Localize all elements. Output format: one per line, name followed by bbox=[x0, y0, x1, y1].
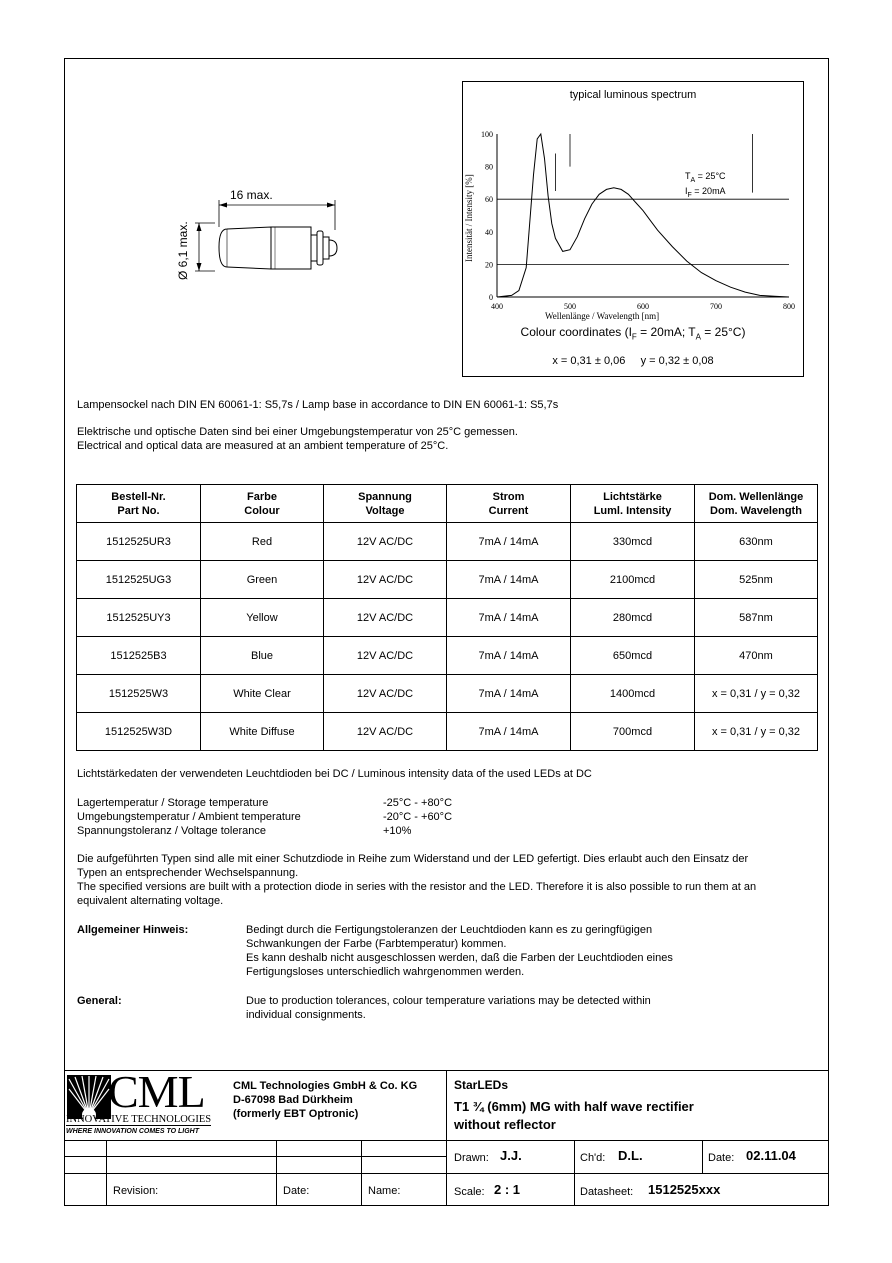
cell-part-no: 1512525UY3 bbox=[77, 599, 201, 637]
company-address: D-67098 Bad Dürkheim bbox=[233, 1094, 353, 1106]
drawn-label: Drawn: bbox=[454, 1152, 489, 1164]
title-block-vline bbox=[574, 1140, 575, 1206]
cell-voltage: 12V AC/DC bbox=[324, 675, 447, 713]
product-title: T1 ¾ (6mm) MG with half wave rectifier bbox=[454, 1099, 694, 1114]
table-header-row bbox=[77, 485, 818, 523]
product-table bbox=[76, 484, 818, 751]
cell-part-no: 1512525UR3 bbox=[77, 523, 201, 561]
company-former: (formerly EBT Optronic) bbox=[233, 1108, 359, 1120]
header-wavelength: Dom. Wellenlänge Dom. Wavelength bbox=[695, 485, 818, 523]
checked-value: D.L. bbox=[618, 1148, 643, 1163]
table-row bbox=[77, 561, 818, 599]
y-tick-label: 20 bbox=[485, 260, 493, 270]
cml-logo: CML bbox=[108, 1066, 205, 1117]
voltage-tolerance-label: Spannungstoleranz / Voltage tolerance bbox=[77, 825, 266, 837]
company-name: CML Technologies GmbH & Co. KG bbox=[233, 1080, 418, 1092]
cell-wavelength: x = 0,31 / y = 0,32 bbox=[695, 713, 818, 751]
ta-condition: $T_A = 25^\circ C$ bbox=[685, 171, 726, 184]
protection-en-line1: The specified versions are built with a protection diode in series with the resistor and the LED. Therefore it is also possible to run them at an bbox=[77, 881, 757, 893]
cell-colour: White Diffuse bbox=[201, 713, 324, 751]
product-subtitle: without reflector bbox=[454, 1117, 556, 1132]
table-row bbox=[77, 637, 818, 675]
protection-en-line2: equivalent alternating voltage. bbox=[77, 895, 224, 907]
general-de-line2: Schwankungen der Farbe (Farbtemperatur) kommen. bbox=[246, 938, 507, 950]
revision-grid-line bbox=[64, 1156, 446, 1157]
header-intensity: Lichtstärke Luml. Intensity bbox=[571, 485, 695, 523]
storage-temp-label: Lagertemperatur / Storage temperature bbox=[77, 797, 269, 809]
protection-de-line2: Typen an entsprechender Wechselspannung. bbox=[77, 867, 299, 879]
cell-part-no: 1512525W3D bbox=[77, 713, 201, 751]
measure-note-en: Electrical and optical data are measured at an ambient temperature of 25°C. bbox=[77, 440, 449, 452]
cell-wavelength: x = 0,31 / y = 0,32 bbox=[695, 675, 818, 713]
cell-voltage: 12V AC/DC bbox=[324, 561, 447, 599]
cell-voltage: 12V AC/DC bbox=[324, 713, 447, 751]
scale-label: Scale: bbox=[454, 1186, 485, 1198]
cell-colour: Red bbox=[201, 523, 324, 561]
cell-intensity: 1400mcd bbox=[571, 675, 695, 713]
x-tick-label: 800 bbox=[783, 302, 795, 311]
voltage-tolerance-value: +10% bbox=[383, 825, 412, 837]
protection-de-line1: Die aufgeführten Typen sind alle mit einer Schutzdiode in Reihe zum Widerstand und der LED gefertigt. Dies erlaubt auch den Einsatz der bbox=[77, 853, 749, 865]
cell-wavelength: 587nm bbox=[695, 599, 818, 637]
ambient-temp-value: -20°C - +60°C bbox=[383, 811, 453, 823]
cell-voltage: 12V AC/DC bbox=[324, 637, 447, 675]
checked-label: Ch'd: bbox=[580, 1152, 606, 1164]
cell-current: 7mA / 14mA bbox=[447, 599, 571, 637]
title-block-hline bbox=[446, 1173, 829, 1174]
revision-grid-line bbox=[361, 1140, 362, 1206]
y-tick-label: 100 bbox=[481, 130, 493, 139]
cell-current: 7mA / 14mA bbox=[447, 675, 571, 713]
x-tick-label: 400 bbox=[491, 302, 503, 311]
general-heading-de: Allgemeiner Hinweis: bbox=[77, 924, 189, 936]
cell-current: 7mA / 14mA bbox=[447, 523, 571, 561]
dimension-diameter: Ø 6,1 max. bbox=[176, 221, 190, 280]
y-tick-label: 40 bbox=[485, 227, 493, 237]
storage-temp-value: -25°C - +80°C bbox=[383, 797, 453, 809]
revision-grid-line bbox=[64, 1140, 446, 1141]
cell-wavelength: 630nm bbox=[695, 523, 818, 561]
cell-colour: Blue bbox=[201, 637, 324, 675]
cell-part-no: 1512525W3 bbox=[77, 675, 201, 713]
measure-note-de: Elektrische und optische Daten sind bei einer Umgebungstemperatur von 25°C gemessen. bbox=[77, 426, 518, 438]
x-tick-label: 700 bbox=[710, 302, 722, 311]
y-tick-label: 0 bbox=[489, 293, 493, 302]
datasheet-value: 1512525xxx bbox=[648, 1182, 721, 1197]
x-tick-label: 500 bbox=[564, 302, 576, 311]
cell-wavelength: 470nm bbox=[695, 637, 818, 675]
cell-voltage: 12V AC/DC bbox=[324, 523, 447, 561]
x-tick-label: 600 bbox=[637, 302, 649, 311]
colour-coordinates-heading: Colour coordinates ($I_F = 20mA$; $T_A = 25^\circ C$) bbox=[520, 325, 746, 342]
title-block-vline bbox=[702, 1140, 703, 1173]
cell-colour: Yellow bbox=[201, 599, 324, 637]
general-de-line3: Es kann deshalb nicht ausgeschlossen werden, daß die Farben der Leuchtdioden eines bbox=[246, 952, 673, 964]
general-heading-en: General: bbox=[77, 995, 122, 1007]
colour-coordinates-values: x = 0,31 ± 0,06 y = 0,32 ± 0,08 bbox=[552, 355, 714, 367]
ambient-temp-label: Umgebungstemperatur / Ambient temperature bbox=[77, 811, 301, 823]
spectrum-x-label: Wellenlänge / Wavelength [nm] bbox=[545, 311, 660, 321]
date-value: 02.11.04 bbox=[746, 1148, 796, 1163]
scale-value: 2 : 1 bbox=[494, 1182, 521, 1197]
sunburst-logo-icon bbox=[67, 1075, 111, 1119]
revision-grid-line bbox=[276, 1140, 277, 1206]
cell-wavelength: 525nm bbox=[695, 561, 818, 599]
cell-intensity: 280mcd bbox=[571, 599, 695, 637]
revision-date-label: Date: bbox=[283, 1185, 310, 1197]
header-colour: Farbe Colour bbox=[201, 485, 324, 523]
cell-current: 7mA / 14mA bbox=[447, 637, 571, 675]
table-row bbox=[77, 675, 818, 713]
cell-intensity: 700mcd bbox=[571, 713, 695, 751]
cell-intensity: 2100mcd bbox=[571, 561, 695, 599]
spectrum-title: typical luminous spectrum bbox=[569, 89, 697, 101]
cell-voltage: 12V AC/DC bbox=[324, 599, 447, 637]
title-block-divider bbox=[446, 1070, 447, 1206]
y-tick-label: 80 bbox=[485, 162, 493, 172]
revision-name-label: Name: bbox=[368, 1185, 401, 1197]
spectrum-y-label: Intensität / Intensity [%] bbox=[464, 174, 474, 262]
revision-grid-line bbox=[106, 1140, 107, 1206]
spectrum-line bbox=[497, 134, 789, 297]
date-label: Date: bbox=[708, 1152, 735, 1164]
revision-label: Revision: bbox=[113, 1185, 159, 1197]
logo-subtitle: INNOVATIVE TECHNOLOGIES bbox=[66, 1114, 212, 1125]
general-de-line1: Bedingt durch die Fertigungstoleranzen der Leuchtdioden kann es zu geringfügigen bbox=[246, 924, 653, 936]
drawn-value: J.J. bbox=[500, 1148, 522, 1163]
datasheet-label: Datasheet: bbox=[580, 1186, 634, 1198]
header-current: Strom Current bbox=[447, 485, 571, 523]
general-en-line2: individual consignments. bbox=[246, 1009, 366, 1021]
cell-part-no: 1512525B3 bbox=[77, 637, 201, 675]
cell-current: 7mA / 14mA bbox=[447, 713, 571, 751]
if-condition: $I_F = 20mA$ bbox=[685, 186, 726, 199]
cell-part-no: 1512525UG3 bbox=[77, 561, 201, 599]
cell-colour: White Clear bbox=[201, 675, 324, 713]
title-block-hline bbox=[446, 1140, 829, 1141]
table-row bbox=[77, 523, 818, 561]
general-de-line4: Fertigungsloses unterschiedlich wahrgenommen werden. bbox=[246, 966, 525, 978]
cell-intensity: 650mcd bbox=[571, 637, 695, 675]
table-row bbox=[77, 599, 818, 637]
y-tick-label: 60 bbox=[485, 195, 493, 205]
cell-current: 7mA / 14mA bbox=[447, 561, 571, 599]
intensity-note: Lichtstärkedaten der verwendeten Leuchtdioden bei DC / Luminous intensity data of the used LEDs at DC bbox=[77, 768, 592, 780]
general-en-line1: Due to production tolerances, colour temperature variations may be detected within bbox=[246, 995, 651, 1007]
dimension-length: 16 max. bbox=[230, 188, 273, 202]
header-voltage: Spannung Voltage bbox=[324, 485, 447, 523]
header-part-no: Bestell-Nr. Part No. bbox=[77, 485, 201, 523]
logo-tagline: WHERE INNOVATION COMES TO LIGHT bbox=[66, 1128, 199, 1135]
table-row bbox=[77, 713, 818, 751]
cell-colour: Green bbox=[201, 561, 324, 599]
revision-grid-line bbox=[64, 1173, 446, 1174]
cell-intensity: 330mcd bbox=[571, 523, 695, 561]
product-family: StarLEDs bbox=[454, 1078, 509, 1092]
lamp-base-note: Lampensockel nach DIN EN 60061-1: S5,7s / Lamp base in accordance to DIN EN 60061-1: S5,7s bbox=[77, 399, 559, 411]
